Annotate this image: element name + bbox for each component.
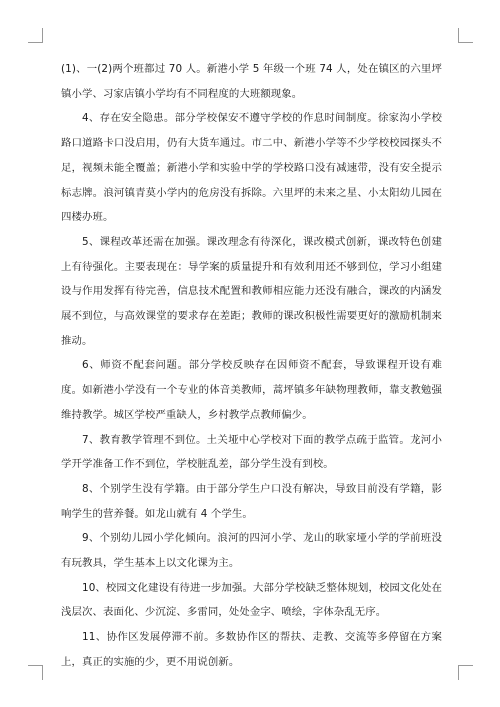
paragraph-safety-hazards: 4、存在安全隐患。部分学校保安不遵守学校的作息时间制度。徐家沟小学校路口道路卡口没启用，仍有大货车通过。市二中、新港小学等不少学校校园探头不足，视频未能全覆盖；新港小学和实验中学的学校路口没有减速带，没有安全提示标志牌。浪河镇青莫小学内的危房没有拆除。六里坪的未来之星、小太阳幼儿园在四楼办班。 <box>61 112 442 224</box>
document-body <box>61 57 442 675</box>
paragraph-campus-culture: 10、校园文化建设有待进一步加强。大部分学校缺乏整体规划，校园文化处在浅层次、表面化、少沉淀、多雷同，处处金字、喷绘，字体杂乱无序。 <box>61 581 442 619</box>
crop-mark-bottom-left <box>28 665 43 680</box>
crop-mark-top-right <box>458 28 473 43</box>
crop-mark-top-left <box>28 28 43 43</box>
paragraph-class-size: (1)、一(2)两个班都过 70 人。新港小学 5 年级一个班 74 人，处在镇区的六里坪镇小学、习家店镇小学均有不同程度的大班额现象。 <box>61 63 442 100</box>
paragraph-student-registration: 8、个别学生没有学籍。由于部分学生户口没有解决，导致目前没有学籍，影响学生的营养餐。如龙山就有 4 个学生。 <box>61 482 442 520</box>
paragraph-kindergarten: 9、个别幼儿园小学化倾向。浪河的四河小学、龙山的耿家垭小学的学前班没有玩教具，学生基本上以文化课为主。 <box>61 532 442 570</box>
paragraph-collaboration-zone: 11、协作区发展停滞不前。多数协作区的帮扶、走教、交流等多停留在方案上，真正的实施的少，更不用说创新。 <box>61 631 442 668</box>
paragraph-teacher-staffing: 6、师资不配套问题。部分学校反映存在因师资不配套，导致课程开设有难度。如新港小学没有一个专业的体音美教师，蒿坪镇多年缺物理教师，靠支教勉强维持教学。城区学校严重缺人，乡村教学点教师偏少。 <box>61 359 442 421</box>
paragraph-curriculum-reform: 5、课程改革还需在加强。课改理念有待深化，课改模式创新，课改特色创建上有待强化。主要表现在：导学案的质量提升和有效利用还不够到位，学习小组建设与作用发挥有待完善，信息技术配置和教师相应能力还没有融合，课改的内涵发展不到位，与高效课堂的要求存在差距；教师的课改积极性需要更好的激励机制来推动。 <box>61 235 442 347</box>
crop-mark-bottom-right <box>458 665 473 680</box>
paragraph-teaching-management: 7、教育教学管理不到位。土关垭中心学校对下面的教学点疏于监管。龙河小学开学准备工作不到位，学校脏乱差，部分学生没有到校。 <box>61 433 442 471</box>
